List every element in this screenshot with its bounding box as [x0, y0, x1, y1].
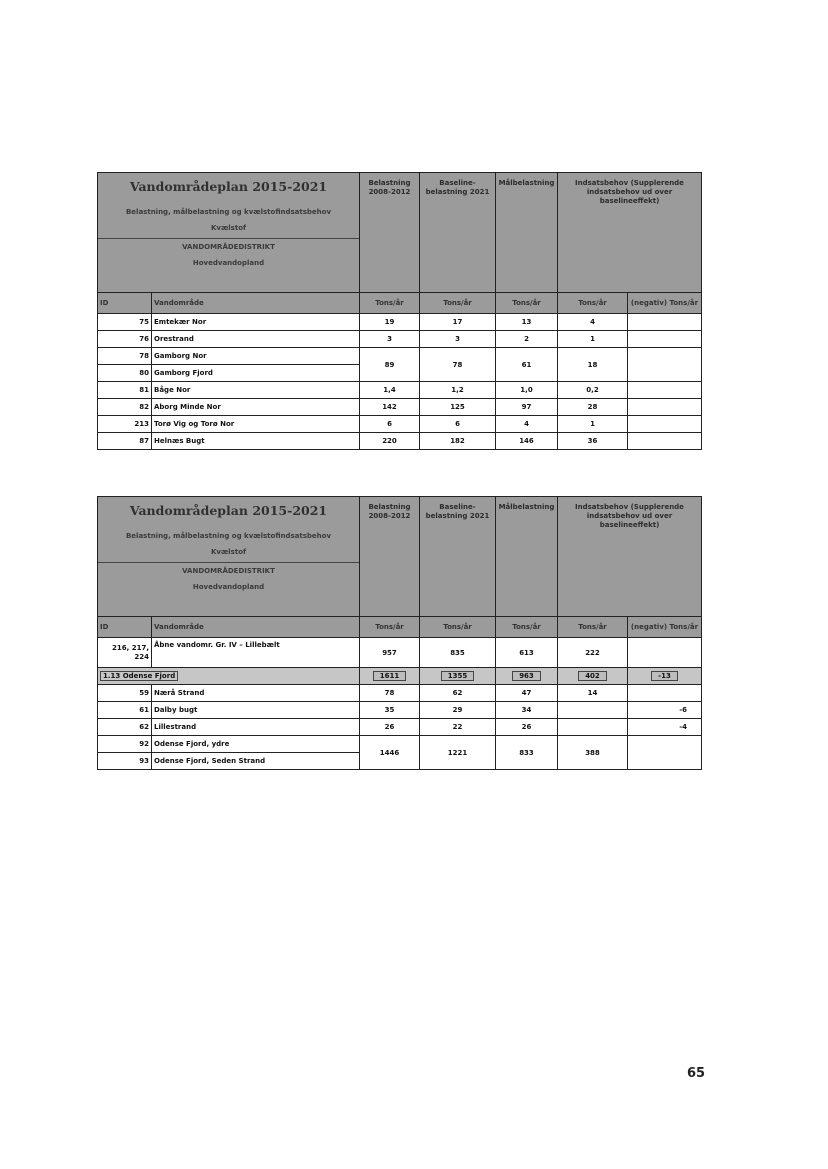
cell-name: Båge Nor — [152, 382, 360, 399]
unit-baseline: Tons/år — [420, 293, 496, 314]
cell-negativ — [628, 685, 702, 702]
cell-indsats — [558, 719, 628, 736]
table-unit-label: Kvælstof — [210, 548, 247, 556]
cell-negativ: -4 — [628, 719, 702, 736]
cell-maal: 34 — [496, 702, 558, 719]
cell-name: Odense Fjord, ydre — [152, 736, 360, 753]
cell-id: 213 — [98, 416, 152, 433]
unit-belastning: Tons/år — [360, 617, 420, 638]
unit-belastning: Tons/år — [360, 293, 420, 314]
unit-id: ID — [98, 293, 152, 314]
cell-belastning: 1446 — [360, 736, 420, 770]
cell-id: 80 — [98, 365, 152, 382]
cell-negativ — [628, 638, 702, 668]
cell-indsats: 18 — [558, 348, 628, 382]
table-row — [98, 702, 702, 719]
cell-id: 78 — [98, 348, 152, 365]
cell-belastning: 957 — [360, 638, 420, 668]
cell-indsats: 28 — [558, 399, 628, 416]
cell-negativ — [628, 736, 702, 770]
col-header-indsats: Indsatsbehov (Supplerende indsatsbehov ud over baselineeffekt) — [558, 497, 702, 617]
cell-indsats: 1 — [558, 331, 628, 348]
cell-belastning: 89 — [360, 348, 420, 382]
col-header-belastning: Belastning 2008-2012 — [360, 173, 420, 293]
cell-indsats: 222 — [558, 638, 628, 668]
table-title: Vandområdeplan 2015-2021 — [129, 179, 328, 194]
table-header-main — [98, 497, 360, 617]
table-district: VANDOMRÅDEDISTRIKT — [182, 243, 275, 251]
cell-baseline: 1355 — [420, 668, 496, 685]
cell-baseline: 6 — [420, 416, 496, 433]
cell-id: 92 — [98, 736, 152, 753]
unit-maal: Tons/år — [496, 617, 558, 638]
cell-belastning: 19 — [360, 314, 420, 331]
cell-id: 82 — [98, 399, 152, 416]
table-row — [98, 314, 702, 331]
unit-indsats: Tons/år — [558, 293, 628, 314]
cell-negativ — [628, 314, 702, 331]
cell-negativ — [628, 348, 702, 382]
cell-maal: 26 — [496, 719, 558, 736]
unit-indsats: Tons/år — [558, 617, 628, 638]
col-header-baseline: Baseline-belastning 2021 — [420, 497, 496, 617]
cell-belastning: 142 — [360, 399, 420, 416]
unit-vandomraade: Vandområde — [152, 293, 360, 314]
table-row — [98, 348, 702, 365]
cell-indsats: 1 — [558, 416, 628, 433]
table-main-catchment: Hovedvandopland — [192, 259, 265, 267]
table-subtitle: Belastning, målbelastning og kvælstofindsatsbehov — [125, 532, 332, 540]
cell-name: Aborg Minde Nor — [152, 399, 360, 416]
cell-maal: 13 — [496, 314, 558, 331]
cell-belastning: 26 — [360, 719, 420, 736]
cell-name: Odense Fjord, Seden Strand — [152, 753, 360, 770]
cell-id: 61 — [98, 702, 152, 719]
cell-baseline: 3 — [420, 331, 496, 348]
table-row — [98, 382, 702, 399]
cell-baseline: 1,2 — [420, 382, 496, 399]
col-header-indsats: Indsatsbehov (Supplerende indsatsbehov ud over baselineeffekt) — [558, 173, 702, 293]
cell-id: 59 — [98, 685, 152, 702]
cell-negativ — [628, 416, 702, 433]
unit-negativ: (negativ) Tons/år — [628, 293, 702, 314]
cell-name: Helnæs Bugt — [152, 433, 360, 450]
cell-baseline: 182 — [420, 433, 496, 450]
cell-name: Nærå Strand — [152, 685, 360, 702]
cell-baseline: 1221 — [420, 736, 496, 770]
cell-maal: 4 — [496, 416, 558, 433]
nitrogen-table-1 — [97, 172, 702, 450]
table-title: Vandområdeplan 2015-2021 — [129, 503, 328, 518]
cell-name: 1.13 Odense Fjord — [98, 668, 360, 685]
cell-belastning: 220 — [360, 433, 420, 450]
cell-maal: 61 — [496, 348, 558, 382]
cell-indsats: 4 — [558, 314, 628, 331]
cell-maal: 2 — [496, 331, 558, 348]
cell-name: Lillestrand — [152, 719, 360, 736]
col-header-baseline: Baseline-belastning 2021 — [420, 173, 496, 293]
cell-name: Emtekær Nor — [152, 314, 360, 331]
cell-maal: 97 — [496, 399, 558, 416]
cell-id: 87 — [98, 433, 152, 450]
cell-name: Gamborg Fjord — [152, 365, 360, 382]
table-main-catchment: Hovedvandopland — [192, 583, 265, 591]
cell-belastning: 35 — [360, 702, 420, 719]
cell-maal: 833 — [496, 736, 558, 770]
cell-baseline: 125 — [420, 399, 496, 416]
cell-id: 216, 217, 224 — [98, 638, 152, 668]
table-row — [98, 685, 702, 702]
cell-baseline: 29 — [420, 702, 496, 719]
cell-maal: 146 — [496, 433, 558, 450]
cell-id: 76 — [98, 331, 152, 348]
cell-maal: 613 — [496, 638, 558, 668]
cell-maal: 1,0 — [496, 382, 558, 399]
cell-id: 93 — [98, 753, 152, 770]
unit-vandomraade: Vandområde — [152, 617, 360, 638]
table-row — [98, 736, 702, 753]
table-district: VANDOMRÅDEDISTRIKT — [182, 567, 275, 575]
cell-belastning: 6 — [360, 416, 420, 433]
cell-negativ — [628, 331, 702, 348]
cell-baseline: 22 — [420, 719, 496, 736]
cell-maal: 47 — [496, 685, 558, 702]
cell-baseline: 17 — [420, 314, 496, 331]
cell-belastning: 1,4 — [360, 382, 420, 399]
cell-name: Torø Vig og Torø Nor — [152, 416, 360, 433]
cell-name: Orestrand — [152, 331, 360, 348]
cell-indsats: 36 — [558, 433, 628, 450]
cell-negativ — [628, 433, 702, 450]
table-row — [98, 668, 702, 685]
table-row — [98, 638, 702, 668]
table-subtitle: Belastning, målbelastning og kvælstofindsatsbehov — [125, 208, 332, 216]
cell-id: 62 — [98, 719, 152, 736]
col-header-maal: Målbelastning — [496, 173, 558, 293]
cell-id: 75 — [98, 314, 152, 331]
cell-name: Gamborg Nor — [152, 348, 360, 365]
cell-baseline: 62 — [420, 685, 496, 702]
cell-indsats: 14 — [558, 685, 628, 702]
cell-baseline: 78 — [420, 348, 496, 382]
unit-negativ: (negativ) Tons/år — [628, 617, 702, 638]
cell-negativ — [628, 382, 702, 399]
col-header-belastning: Belastning 2008-2012 — [360, 497, 420, 617]
cell-maal: 963 — [496, 668, 558, 685]
cell-indsats: 402 — [558, 668, 628, 685]
cell-baseline: 835 — [420, 638, 496, 668]
table-row — [98, 416, 702, 433]
cell-negativ: -13 — [628, 668, 702, 685]
cell-negativ — [628, 399, 702, 416]
cell-indsats — [558, 702, 628, 719]
table-unit-label: Kvælstof — [210, 224, 247, 232]
unit-id: ID — [98, 617, 152, 638]
nitrogen-table-2 — [97, 496, 702, 770]
table-row — [98, 433, 702, 450]
table-row — [98, 399, 702, 416]
cell-indsats: 0,2 — [558, 382, 628, 399]
cell-indsats: 388 — [558, 736, 628, 770]
cell-name: Dalby bugt — [152, 702, 360, 719]
unit-baseline: Tons/år — [420, 617, 496, 638]
table-row — [98, 719, 702, 736]
col-header-maal: Målbelastning — [496, 497, 558, 617]
cell-negativ: -6 — [628, 702, 702, 719]
cell-id: 81 — [98, 382, 152, 399]
unit-maal: Tons/år — [496, 293, 558, 314]
cell-belastning: 1611 — [360, 668, 420, 685]
page-number: 65 — [687, 1066, 706, 1081]
cell-belastning: 78 — [360, 685, 420, 702]
cell-belastning: 3 — [360, 331, 420, 348]
table-header-main — [98, 173, 360, 293]
cell-name: Åbne vandomr. Gr. IV – Lillebælt — [152, 638, 360, 668]
table-row — [98, 331, 702, 348]
